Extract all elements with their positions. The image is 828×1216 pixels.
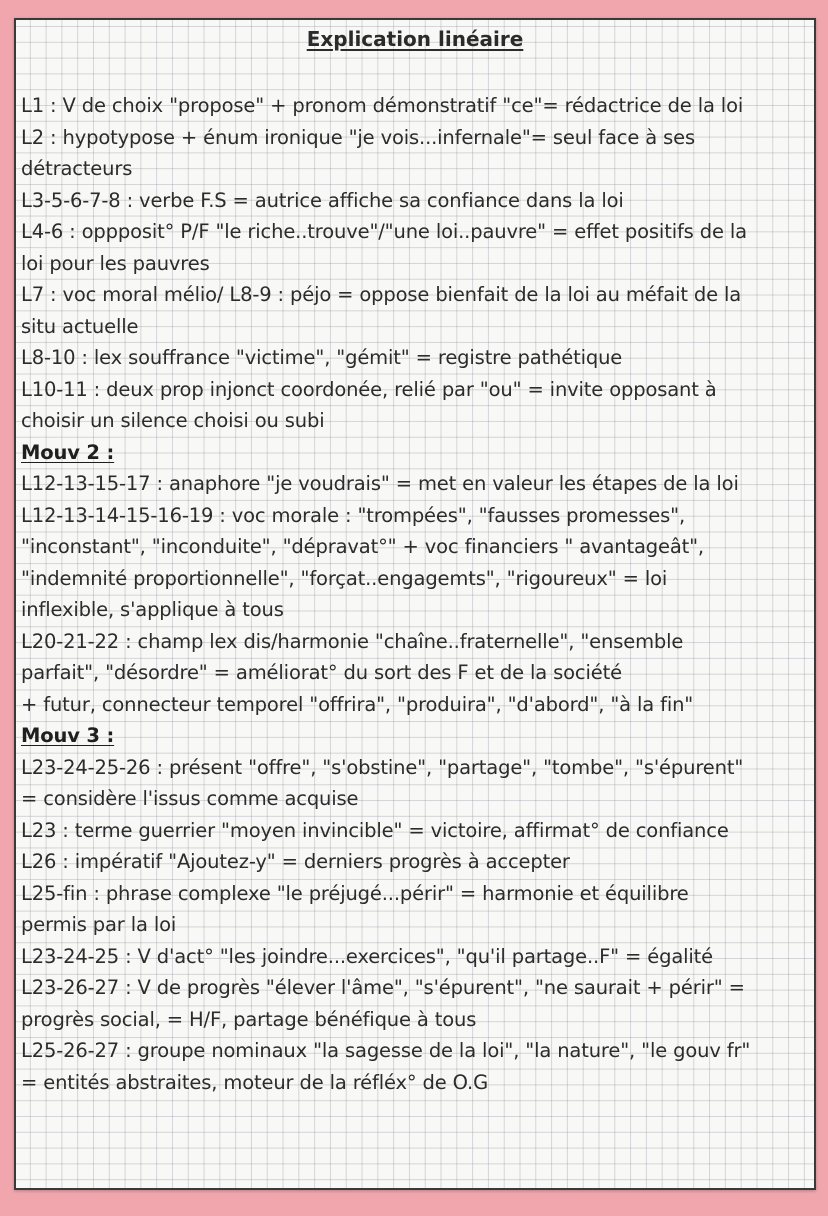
note-line: parfait", "désordre" = améliorat° du sort des F et de la société: [21, 661, 622, 684]
note-line: L8-10 : lex souffrance "victime", "gémit" = registre pathétique: [21, 346, 623, 369]
note-line: L23-26-27 : V de progrès "élever l'âme", "s'épurent", "ne saurait + périr" =: [21, 976, 745, 999]
note-line: L25-fin : phrase complexe "le préjugé...périr" = harmonie et équilibre: [21, 881, 689, 905]
note-line: L1 : V de choix "propose" + pronom démonstratif "ce"= rédactrice de la loi: [21, 94, 744, 117]
note-line: inflexible, s'applique à tous: [21, 598, 284, 621]
note-line: L7 : voc moral mélio/ L8-9 : péjo = oppose bienfait de la loi au méfait de la: [21, 283, 742, 306]
note-line: = entités abstraites, moteur de la réfléx° de O.G: [21, 1070, 489, 1094]
note-line: loi pour les pauvres: [21, 251, 210, 275]
note-line: L10-11 : deux prop injonct coordonée, relié par "ou" = invite opposant à: [21, 377, 717, 401]
note-line: "inconstant", "inconduite", "dépravat°" + voc financiers " avantageât",: [21, 535, 704, 558]
section-heading: Mouv 2 :: [21, 440, 115, 464]
note-line: L12-13-14-15-16-19 : voc morale : "trompées", "fausses promesses",: [21, 503, 686, 527]
note-line: L26 : impératif "Ajoutez-y" = derniers progrès à accepter: [21, 850, 570, 873]
note-line: L23-24-25 : V d'act° "les joindre...exercices", "qu'il partage..F" = égalité: [21, 944, 714, 968]
note-line: L23-24-25-26 : présent "offre", "s'obstine", "partage", "tombe", "s'épurent": [21, 755, 744, 779]
note-line: situ actuelle: [21, 314, 139, 338]
note-line: L4-6 : oppposit° P/F "le riche..trouve"/"une loi..pauvre" = effet positifs de la: [21, 220, 747, 243]
note-line: L2 : hypotypose + énum ironique "je vois...infernale"= seul face à ses: [21, 125, 695, 149]
page-title: Explication linéaire: [306, 27, 524, 51]
section-heading: Mouv 3 :: [21, 724, 115, 747]
note-line: L3-5-6-7-8 : verbe F.S = autrice affiche sa confiance dans la loi: [21, 188, 624, 212]
note-line: permis par la loi: [21, 913, 177, 936]
note-line: + futur, connecteur temporel "offrira", "produira", "d'abord", "à la fin": [21, 692, 694, 716]
note-line: L23 : terme guerrier "moyen invincible" = victoire, affirmat° de confiance: [21, 818, 729, 842]
notebook-page: [14, 18, 816, 1190]
note-line: choisir un silence choisi ou subi: [21, 409, 325, 432]
note-line: "indemnité proportionnelle", "forçat..engagemts", "rigoureux" = loi: [21, 566, 668, 590]
notes-body: [16, 90, 814, 1098]
note-line: détracteurs: [21, 157, 133, 180]
note-line: L12-13-15-17 : anaphore "je voudrais" = met en valeur les étapes de la loi: [21, 472, 739, 495]
note-line: progrès social, = H/F, partage bénéfique à tous: [21, 1007, 477, 1031]
note-line: L25-26-27 : groupe nominaux "la sagesse de la loi", "la nature", "le gouv fr": [21, 1039, 751, 1062]
note-line: L20-21-22 : champ lex dis/harmonie "chaîne..fraternelle", "ensemble: [21, 629, 684, 653]
note-line: = considère l'issus comme acquise: [21, 787, 359, 810]
